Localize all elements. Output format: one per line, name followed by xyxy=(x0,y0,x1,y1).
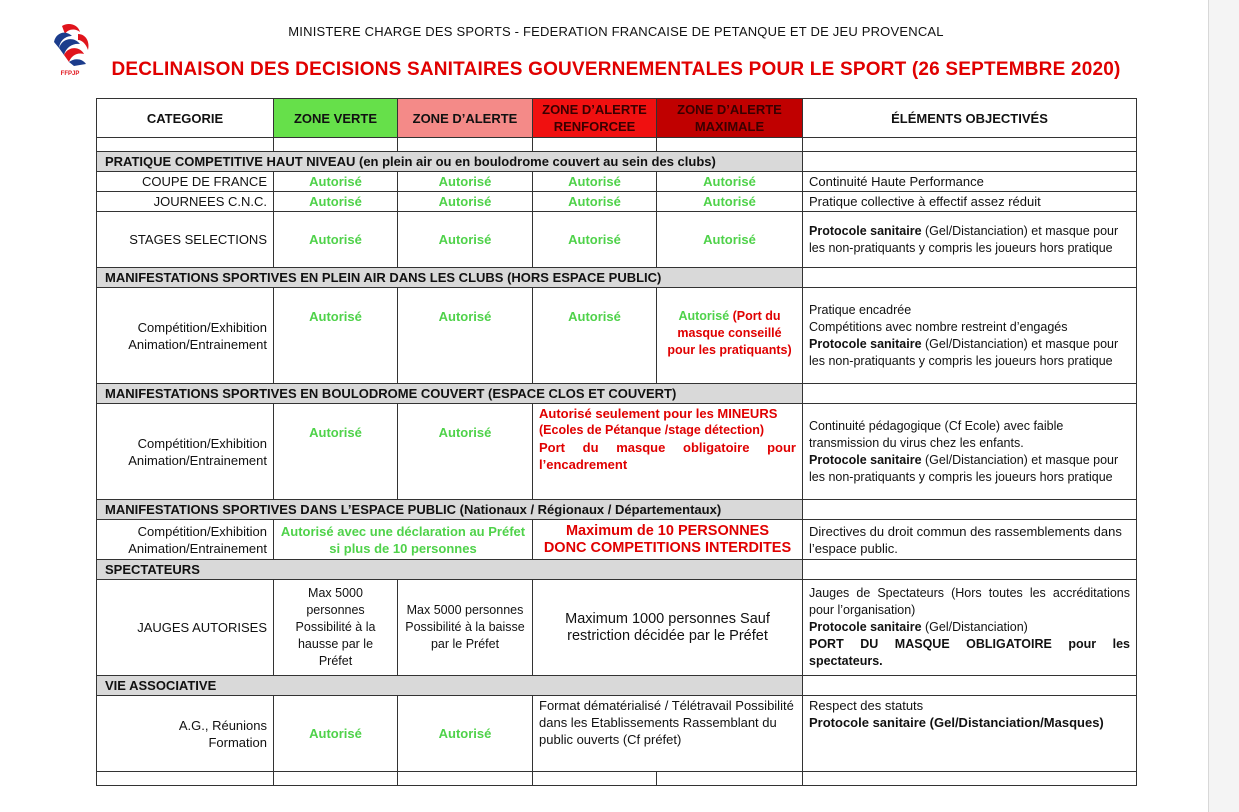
row-elements: Pratique collective à effectif assez réduit xyxy=(803,192,1137,212)
jauge-alerte: Max 5000 personnes Possibilité à la baisse par le Préfet xyxy=(398,580,533,676)
status-maximale: Autorisé xyxy=(657,212,803,268)
col-header-zone-verte: ZONE VERTE xyxy=(274,99,398,138)
status-maximale: Autorisé xyxy=(657,192,803,212)
section-header xyxy=(97,384,1137,404)
status-alerte: Autorisé xyxy=(398,212,533,268)
row-category: Compétition/Exhibition Animation/Entrainement xyxy=(97,288,274,384)
status-renforcee: Autorisé xyxy=(533,288,657,384)
section-blank xyxy=(803,152,1137,172)
row-elements: Protocole sanitaire (Gel/Distanciation) et masque pour les non-pratiquants y compris les joueurs hors pratique xyxy=(803,212,1137,268)
col-header-zone-maximale: ZONE D’ALERTE MAXIMALE xyxy=(657,99,803,138)
ministry-line: MINISTERE CHARGE DES SPORTS - FEDERATION FRANCAISE DE PETANQUE ET DE JEU PROVENCAL xyxy=(288,24,944,39)
status-maximale: Autorisé xyxy=(657,172,803,192)
status-alerte: Autorisé xyxy=(398,696,533,772)
col-header-categorie: CATEGORIE xyxy=(97,99,274,138)
svg-text:FFPJP: FFPJP xyxy=(60,71,80,77)
page-edge xyxy=(1208,0,1209,812)
status-renforcee-maximale: Maximum de 10 PERSONNES DONC COMPETITIONS INTERDITES xyxy=(533,520,803,560)
status-alerte: Autorisé xyxy=(398,404,533,500)
status-verte: Autorisé xyxy=(274,192,398,212)
section-blank xyxy=(803,268,1137,288)
row-category: A.G., Réunions Formation xyxy=(97,696,274,772)
row-category: COUPE DE FRANCE xyxy=(97,172,274,192)
status-renforcee-maximale: Format dématérialisé / Télétravail Possibilité dans les Etablissements Rassemblant du public ouverts (Cf préfet) xyxy=(533,696,803,772)
row-category: Compétition/Exhibition Animation/Entrainement xyxy=(97,404,274,500)
row-elements: Directives du droit commun des rassemblements dans l’espace public. xyxy=(803,520,1137,560)
table-row xyxy=(97,404,1137,500)
column-header-row xyxy=(97,99,1137,138)
col-header-zone-alerte: ZONE D’ALERTE xyxy=(398,99,533,138)
section-title-espace-public: MANIFESTATIONS SPORTIVES DANS L’ESPACE PUBLIC (Nationaux / Régionaux / Départementaux) xyxy=(97,500,803,520)
status-alerte: Autorisé xyxy=(398,192,533,212)
section-header xyxy=(97,676,1137,696)
status-verte-alerte: Autorisé avec une déclaration au Préfet si plus de 10 personnes xyxy=(274,520,533,560)
status-verte: Autorisé xyxy=(274,288,398,384)
status-maximale: Autorisé (Port du masque conseillé pour les pratiquants) xyxy=(657,288,803,384)
section-blank xyxy=(803,560,1137,580)
status-verte: Autorisé xyxy=(274,172,398,192)
section-title-plein-air: MANIFESTATIONS SPORTIVES EN PLEIN AIR DANS LES CLUBS (HORS ESPACE PUBLIC) xyxy=(97,268,803,288)
table-row xyxy=(97,520,1137,560)
table-row xyxy=(97,288,1137,384)
section-title-vie-associative: VIE ASSOCIATIVE xyxy=(97,676,803,696)
section-title-spectateurs: SPECTATEURS xyxy=(97,560,803,580)
row-category: STAGES SELECTIONS xyxy=(97,212,274,268)
spacer-row xyxy=(97,772,1137,786)
row-category: Compétition/Exhibition Animation/Entrainement xyxy=(97,520,274,560)
row-elements: Respect des statuts Protocole sanitaire (Gel/Distanciation/Masques) xyxy=(803,696,1137,772)
table-row xyxy=(97,192,1137,212)
section-blank xyxy=(803,676,1137,696)
status-verte: Autorisé xyxy=(274,212,398,268)
col-header-elements: ÉLÉMENTS OBJECTIVÉS xyxy=(803,99,1137,138)
row-elements: Continuité Haute Performance xyxy=(803,172,1137,192)
page-margin xyxy=(1209,0,1239,812)
section-header xyxy=(97,152,1137,172)
row-category: JOURNEES C.N.C. xyxy=(97,192,274,212)
status-verte: Autorisé xyxy=(274,404,398,500)
jauge-renforcee-maximale: Maximum 1000 personnes Sauf restriction décidée par le Préfet xyxy=(533,580,803,676)
spacer-row xyxy=(97,138,1137,152)
document-title: DECLINAISON DES DECISIONS SANITAIRES GOUVERNEMENTALES POUR LE SPORT (26 SEPTEMBRE 2020) xyxy=(111,59,1121,80)
status-verte: Autorisé xyxy=(274,696,398,772)
table-row xyxy=(97,580,1137,676)
status-alerte: Autorisé xyxy=(398,288,533,384)
section-header xyxy=(97,268,1137,288)
section-blank xyxy=(803,500,1137,520)
row-category: JAUGES AUTORISES xyxy=(97,580,274,676)
row-elements: Pratique encadrée Compétitions avec nombre restreint d’engagés Protocole sanitaire (Gel/Distanciation) et masque pour les non-pratiquants y compris les joueurs hors pratique xyxy=(803,288,1137,384)
table-row xyxy=(97,696,1137,772)
table-row xyxy=(97,212,1137,268)
row-elements: Continuité pédagogique (Cf Ecole) avec faible transmission du virus chez les enfants. Protocole sanitaire (Gel/Distanciation) et masque pour les non-pratiquants y compris les joueurs hors pratique xyxy=(803,404,1137,500)
sanitary-decisions-table xyxy=(96,98,1137,786)
col-header-zone-renforcee: ZONE D’ALERTE RENFORCEE xyxy=(533,99,657,138)
section-header xyxy=(97,560,1137,580)
table-row xyxy=(97,172,1137,192)
status-alerte: Autorisé xyxy=(398,172,533,192)
section-title-boulodrome: MANIFESTATIONS SPORTIVES EN BOULODROME COUVERT (ESPACE CLOS ET COUVERT) xyxy=(97,384,803,404)
row-elements: Jauges de Spectateurs (Hors toutes les accréditations pour l’organisation) Protocole sanitaire (Gel/Distanciation) PORT DU MASQUE OBLIGATOIRE pour les spectateurs. xyxy=(803,580,1137,676)
status-renforcee: Autorisé xyxy=(533,172,657,192)
status-renforcee-maximale: Autorisé seulement pour les MINEURS (Ecoles de Pétanque /stage détection) Port du masque obligatoire pour l’encadrement xyxy=(533,404,803,500)
status-renforcee: Autorisé xyxy=(533,192,657,212)
section-title-haut-niveau: PRATIQUE COMPETITIVE HAUT NIVEAU (en plein air ou en boulodrome couvert au sein des clubs) xyxy=(97,152,803,172)
section-header xyxy=(97,500,1137,520)
jauge-verte: Max 5000 personnes Possibilité à la hausse par le Préfet xyxy=(274,580,398,676)
status-renforcee: Autorisé xyxy=(533,212,657,268)
section-blank xyxy=(803,384,1137,404)
